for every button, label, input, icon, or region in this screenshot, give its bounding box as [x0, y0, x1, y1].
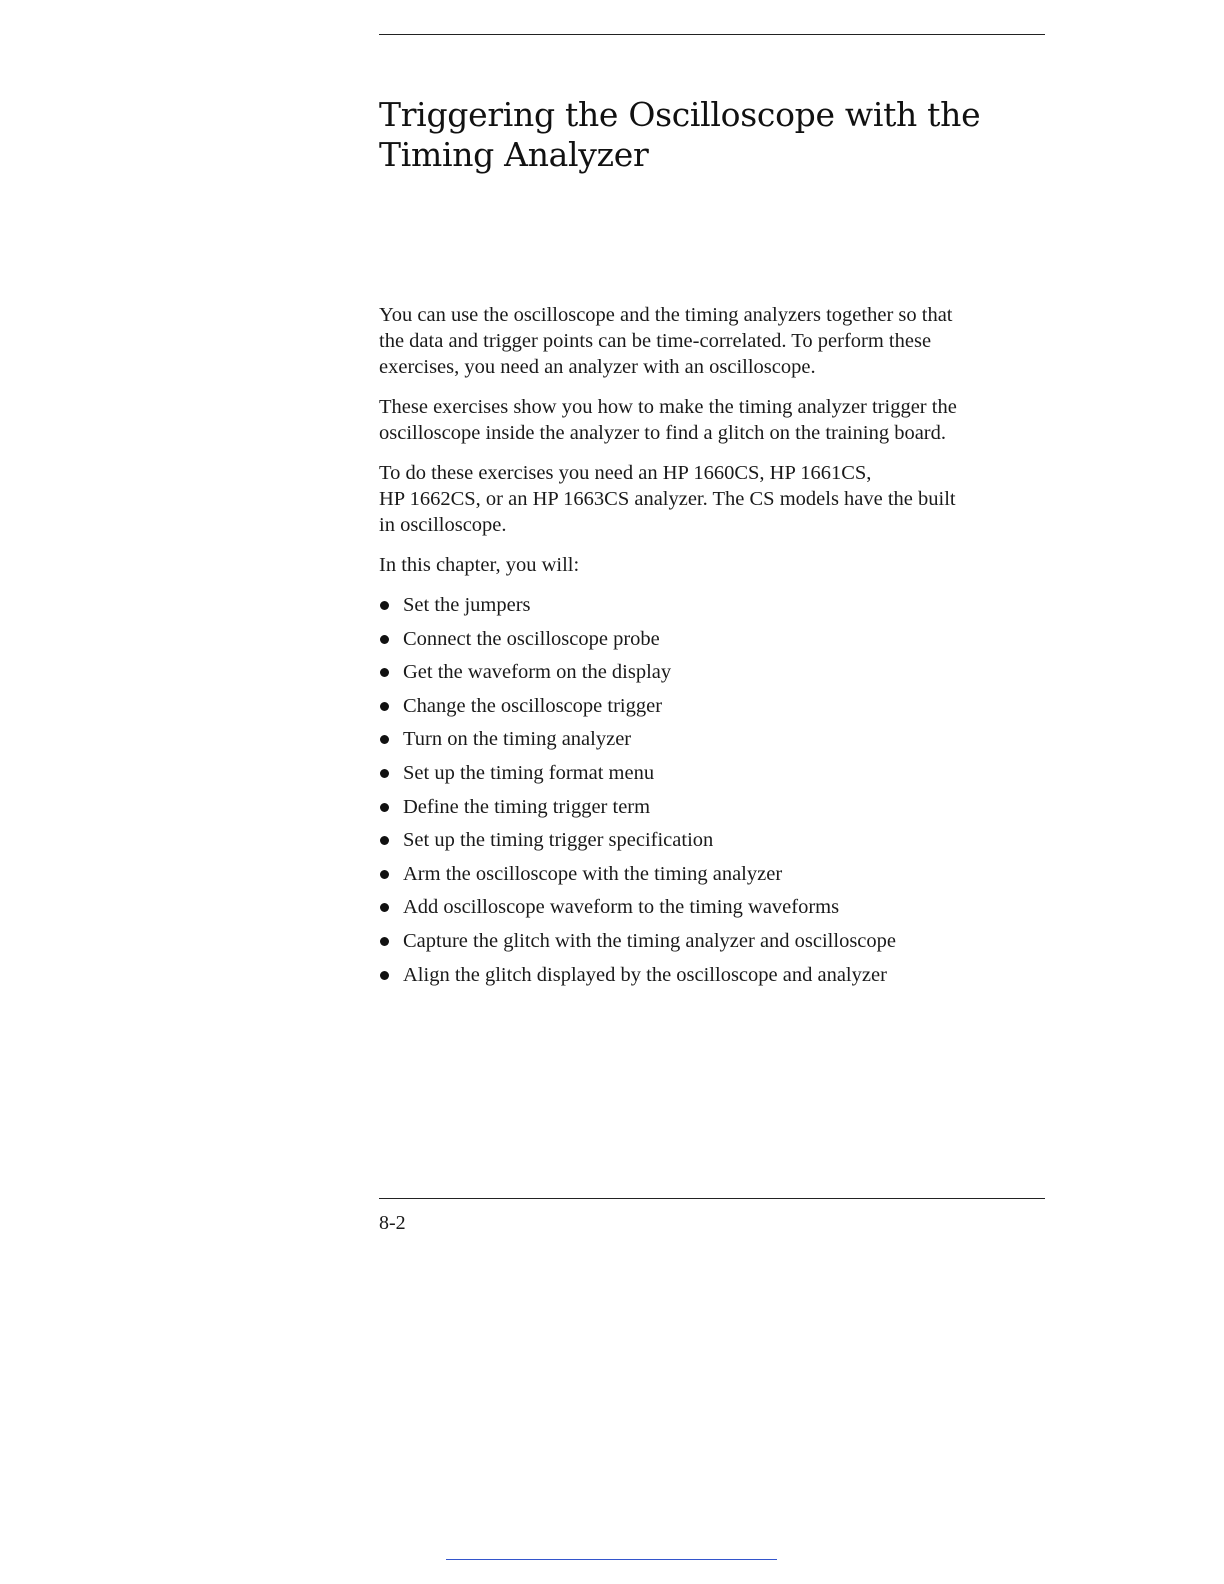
bottom-rule: [379, 1198, 1045, 1199]
list-item: [379, 861, 1045, 895]
bullet-icon: [380, 803, 389, 812]
top-rule: [379, 34, 1045, 35]
list-item-text: Add oscilloscope waveform to the timing waveforms: [403, 896, 840, 919]
paragraph-line: These exercises show you how to make the timing analyzer trigger the: [379, 396, 957, 418]
bullet-icon: [380, 735, 389, 744]
paragraph-line: oscilloscope inside the analyzer to find a glitch on the training board.: [379, 422, 947, 444]
list-item: [379, 726, 1045, 760]
paragraph-line: the data and trigger points can be time-correlated. To perform these: [379, 330, 932, 352]
list-item: [379, 794, 1045, 828]
list-item-text: Change the oscilloscope trigger: [403, 694, 663, 717]
bullet-icon: [380, 971, 389, 980]
list-item: [379, 693, 1045, 727]
list-item-text: Align the glitch displayed by the oscilloscope and analyzer: [403, 963, 887, 986]
list-item-text: Turn on the timing analyzer: [403, 728, 632, 751]
requirements-paragraph: [379, 460, 1045, 538]
list-item: [379, 659, 1045, 693]
chapter-body: [379, 302, 1045, 995]
bullet-icon: [380, 870, 389, 879]
chapter-title-line: Timing Analyzer: [379, 135, 649, 174]
list-item: [379, 626, 1045, 660]
list-item-text: Define the timing trigger term: [403, 795, 651, 818]
bullet-icon: [380, 937, 389, 946]
bullet-icon: [380, 836, 389, 845]
list-item: [379, 894, 1045, 928]
paragraph-line: HP 1662CS, or an HP 1663CS analyzer. The CS models have the built: [379, 488, 956, 510]
bullet-icon: [380, 903, 389, 912]
chapter-task-list: [379, 592, 1045, 995]
intro-paragraph: [379, 302, 1045, 380]
chapter-title: [379, 95, 1045, 175]
bullet-icon: [380, 769, 389, 778]
bullet-icon: [380, 601, 389, 610]
list-item-text: Capture the glitch with the timing analyzer and oscilloscope: [403, 929, 897, 952]
paragraph-line: To do these exercises you need an HP 1660CS, HP 1661CS,: [379, 462, 872, 484]
chapter-intro-text: In this chapter, you will:: [379, 554, 580, 576]
list-item: [379, 760, 1045, 794]
list-item: [379, 962, 1045, 996]
paragraph-line: in oscilloscope.: [379, 514, 507, 536]
list-item-text: Get the waveform on the display: [403, 661, 672, 684]
paragraph-line: You can use the oscilloscope and the timing analyzers together so that: [379, 304, 953, 326]
list-item: [379, 928, 1045, 962]
paragraph-line: exercises, you need an analyzer with an oscilloscope.: [379, 356, 816, 378]
chapter-title-line: Triggering the Oscilloscope with the: [379, 95, 981, 134]
list-item: [379, 592, 1045, 626]
page-number: 8-2: [379, 1212, 406, 1234]
bullet-icon: [380, 702, 389, 711]
list-item-text: Set the jumpers: [403, 594, 531, 616]
list-item-text: Set up the timing format menu: [403, 761, 655, 784]
list-item-text: Connect the oscilloscope probe: [403, 627, 660, 650]
list-item-text: Arm the oscilloscope with the timing analyzer: [403, 862, 783, 885]
purpose-paragraph: [379, 394, 1045, 446]
list-item: [379, 827, 1045, 861]
list-item-text: Set up the timing trigger specification: [403, 829, 714, 852]
footer-link-underline[interactable]: [446, 1559, 777, 1560]
bullet-icon: [380, 635, 389, 644]
bullet-icon: [380, 668, 389, 677]
